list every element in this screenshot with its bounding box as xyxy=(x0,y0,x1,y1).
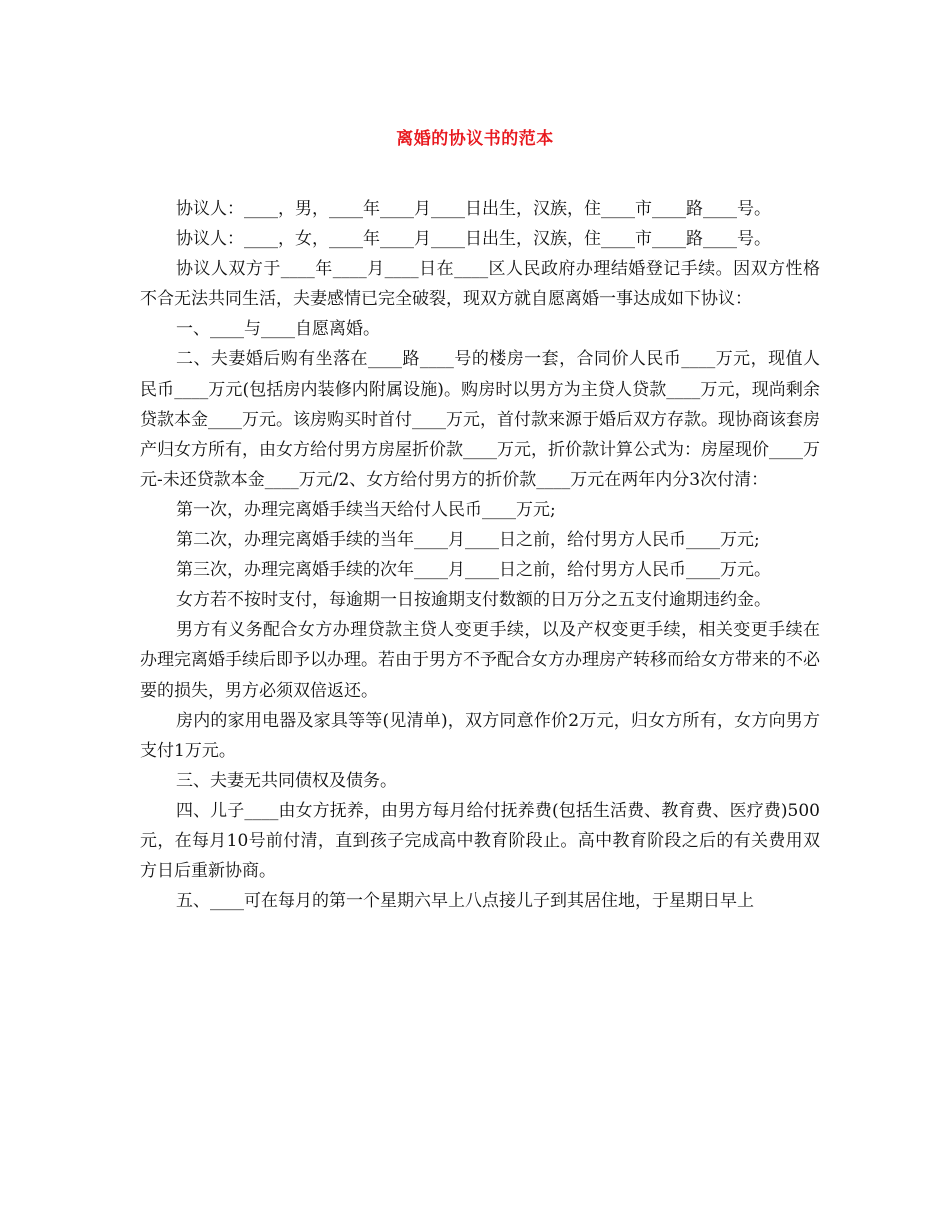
paragraph-clause-1: 一、____与____自愿离婚。 xyxy=(176,319,380,340)
paragraph-party-male: 协议人：____，男，____年____月____日出生，汉族，住____市____路____号。 xyxy=(176,199,771,219)
paragraph-clause-3: 三、夫妻无共同债权及债务。 xyxy=(176,770,397,791)
paragraph-payment-3: 第三次，办理完离婚手续的次年____月____日之前，给付男方人民币____万元。 xyxy=(176,560,771,581)
document-body xyxy=(140,194,820,916)
paragraph-clause-5: 五、____可在每月的第一个星期六早上八点接儿子到其居住地，于星期日早上 xyxy=(176,891,754,912)
paragraph-clause-4: 四、儿子____由女方抚养，由男方每月给付抚养费(包括生活费、教育费、医疗费)500元，在每月10号前付清，直到孩子完成高中教育阶段止。高中教育阶段之后的有关费用双方日后重新协商。 xyxy=(140,800,820,882)
paragraph-preamble: 协议人双方于____年____月____日在____区人民政府办理结婚登记手续。因双方性格不合无法共同生活，夫妻感情已完全破裂，现双方就自愿离婚一事达成如下协议： xyxy=(140,259,820,310)
paragraph-payment-1: 第一次，办理完离婚手续当天给付人民币____万元; xyxy=(176,499,556,520)
paragraph-appliances: 房内的家用电器及家具等等(见清单)，双方同意作价2万元，归女方所有，女方向男方支付1万元。 xyxy=(140,710,820,761)
paragraph-party-female: 协议人：____，女，____年____月____日出生，汉族，住____市____路____号。 xyxy=(176,229,771,250)
document-title: 离婚的协议书的范本 xyxy=(396,129,554,149)
paragraph-cooperation: 男方有义务配合女方办理贷款主贷人变更手续，以及产权变更手续，相关变更手续在办理完离婚手续后即予以办理。若由于男方不予配合女方办理房产转移而给女方带来的不必要的损失，男方必须双倍返还。 xyxy=(140,620,820,701)
paragraph-payment-2: 第二次，办理完离婚手续的当年____月____日之前，给付男方人民币____万元; xyxy=(176,530,760,551)
paragraph-clause-2: 二、夫妻婚后购有坐落在____路____号的楼房一套，合同价人民币____万元，现值人民币____万元(包括房内装修内附属设施)。购房时以男方为主贷人贷款____万元，现尚剩余贷款本金____万元。该房购买时首付____万元，首付款来源于婚后双方存款。现协商该套房产归女方所有，由女方给付男方房屋折价款____万元，折价款计算公式为：房屋现价____万元-未还贷款本金____万元/2、女方给付男方的折价款____万元在两年内分3次付清： xyxy=(140,349,820,490)
paragraph-penalty: 女方若不按时支付，每逾期一日按逾期支付数额的日万分之五支付逾期违约金。 xyxy=(176,590,771,611)
